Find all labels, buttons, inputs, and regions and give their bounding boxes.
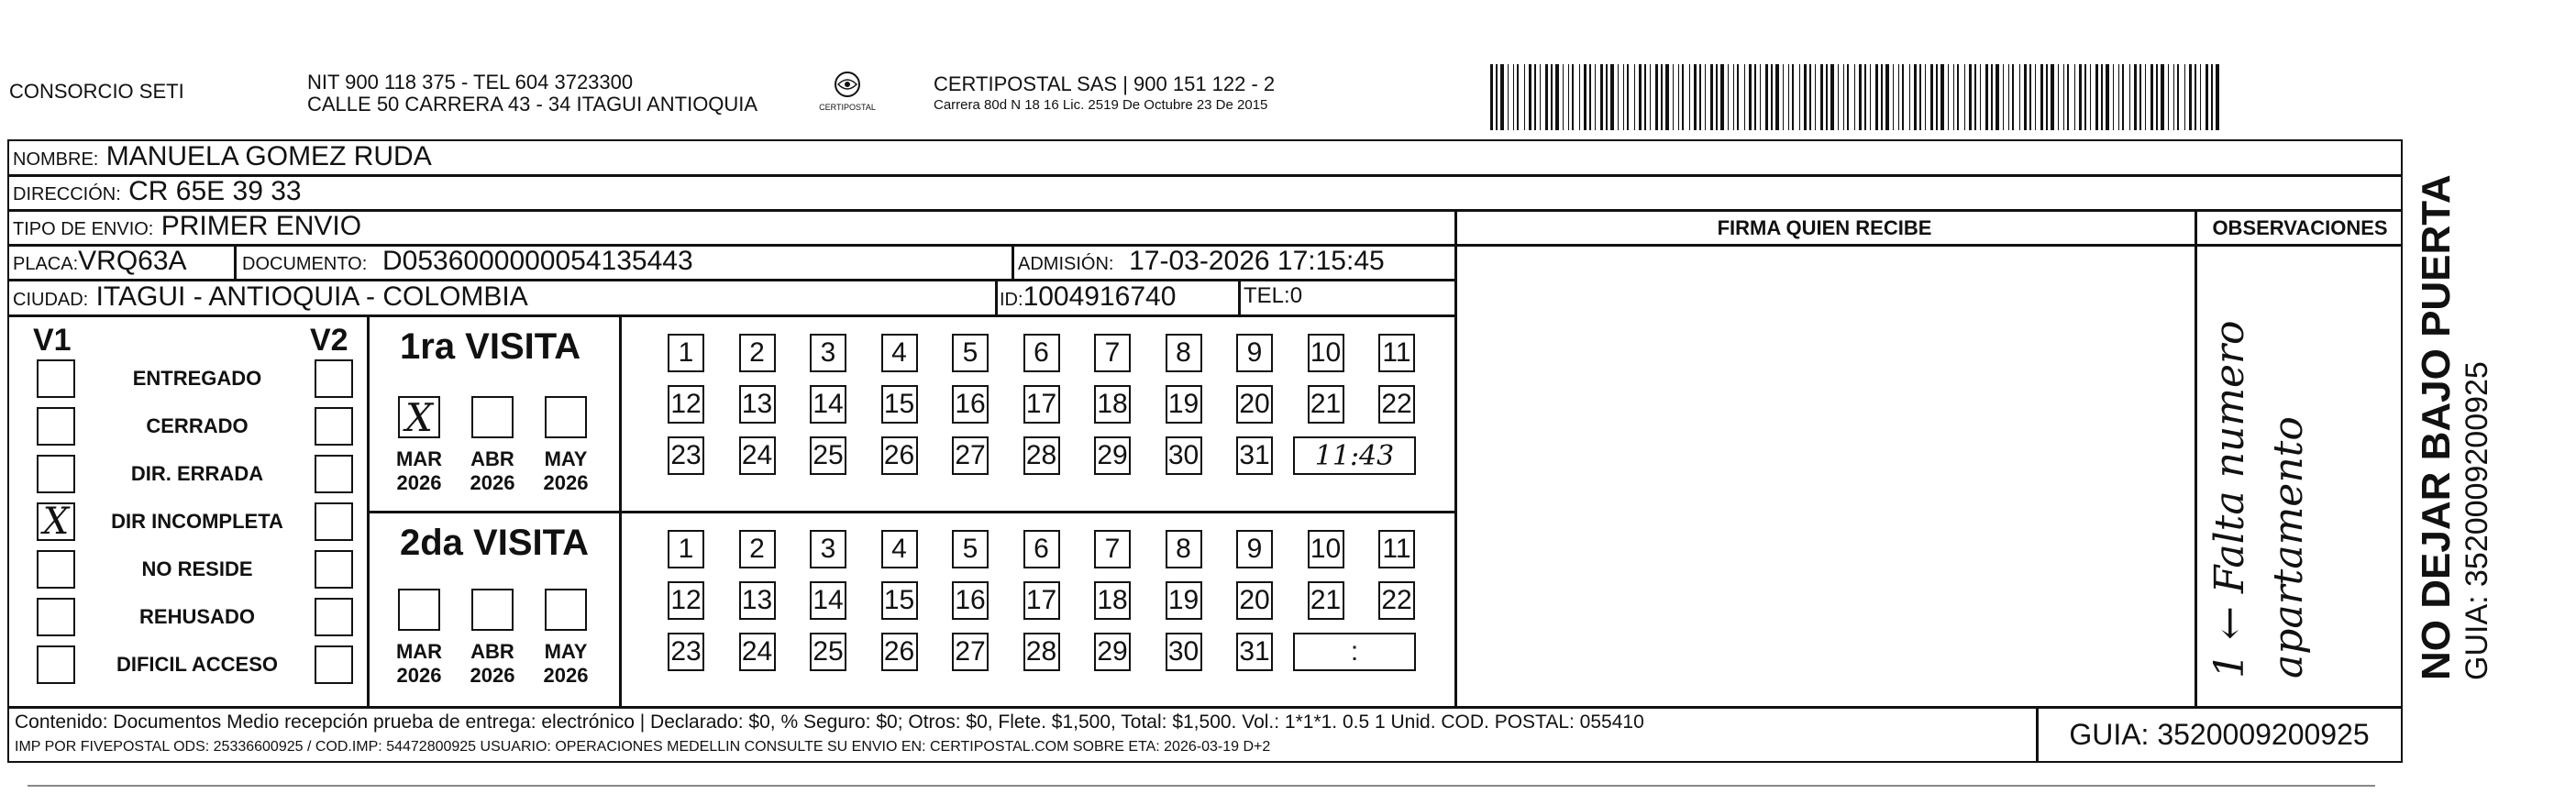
documento-value: D0536000000054135443	[381, 246, 693, 276]
day-cell[interactable]: 29	[1094, 633, 1131, 671]
day-cell[interactable]: 27	[952, 436, 989, 475]
tipo-envio-value: PRIMER ENVIO	[160, 211, 362, 241]
day-cell[interactable]: 1	[668, 334, 704, 372]
day-cell[interactable]: 21	[1308, 581, 1344, 620]
status-v2-checkbox[interactable]	[315, 359, 353, 398]
day-cell[interactable]: 15	[881, 385, 918, 424]
col-divider	[1454, 209, 1457, 706]
nombre-label: NOMBRE:	[13, 149, 99, 170]
license-line: Carrera 80d N 18 16 Lic. 2519 De Octubre 23 De 2015	[934, 97, 1268, 113]
col-divider	[1012, 244, 1014, 279]
month-checkbox[interactable]	[471, 589, 514, 631]
day-cell[interactable]: 8	[1166, 334, 1202, 372]
day-cell[interactable]: 17	[1023, 581, 1060, 620]
day-cell[interactable]: 10	[1308, 530, 1344, 568]
status-item-label: ENTREGADO	[132, 367, 262, 390]
month-label: ABR	[470, 640, 514, 663]
status-item-label: NO RESIDE	[141, 557, 253, 580]
day-cell[interactable]: 12	[668, 581, 704, 620]
first-visit-title: 1ra VISITA	[400, 326, 581, 367]
month-label: MAR	[395, 640, 443, 663]
status-v2-checkbox[interactable]	[315, 550, 353, 589]
id-label: ID:	[1000, 290, 1023, 310]
observaciones-label: OBSERVACIONES	[2212, 216, 2388, 239]
day-cell[interactable]: 19	[1166, 581, 1202, 620]
day-cell[interactable]: 28	[1023, 633, 1060, 671]
status-v1-checkbox[interactable]: X	[37, 502, 75, 541]
day-cell[interactable]: 11	[1378, 334, 1415, 372]
day-cell[interactable]: 1	[668, 530, 704, 568]
day-cell[interactable]: 24	[739, 436, 776, 475]
day-cell[interactable]: 29	[1094, 436, 1131, 475]
tipo-envio-label: TIPO DE ENVIO:	[13, 219, 154, 239]
day-cell[interactable]: 21	[1308, 385, 1344, 424]
col-divider	[234, 244, 237, 279]
year-label: 2026	[470, 471, 515, 494]
day-cell[interactable]: 16	[952, 385, 989, 424]
day-cell[interactable]: 26	[881, 633, 918, 671]
status-v1-checkbox[interactable]	[37, 598, 75, 636]
day-cell[interactable]: 2	[739, 530, 776, 568]
day-cell[interactable]: 16	[952, 581, 989, 620]
direccion-label: DIRECCIÓN:	[13, 184, 121, 204]
day-cell[interactable]: 13	[739, 581, 776, 620]
day-cell[interactable]: 12	[668, 385, 704, 424]
placa-value: VRQ63A	[78, 246, 187, 276]
day-cell[interactable]: 18	[1094, 581, 1131, 620]
row-divider	[7, 209, 2403, 212]
v1-label: V1	[33, 323, 72, 358]
day-cell[interactable]: 20	[1236, 581, 1273, 620]
day-cell[interactable]: 3	[810, 334, 846, 372]
status-v2-checkbox[interactable]	[315, 502, 353, 541]
day-cell[interactable]: 30	[1166, 436, 1202, 475]
day-cell[interactable]: 23	[668, 633, 704, 671]
day-cell[interactable]: 25	[810, 633, 846, 671]
firma-label: FIRMA QUIEN RECIBE	[1717, 216, 1932, 239]
status-v2-checkbox[interactable]	[315, 407, 353, 446]
status-item-label: DIR INCOMPLETA	[111, 510, 283, 533]
status-v1-checkbox[interactable]	[37, 407, 75, 446]
month-label: ABR	[470, 447, 514, 470]
side-guia: GUIA: 3520009200925	[2460, 361, 2494, 680]
col-divider	[2195, 209, 2197, 706]
row-divider	[7, 314, 1454, 317]
day-cell[interactable]: 25	[810, 436, 846, 475]
day-cell[interactable]: 22	[1378, 385, 1415, 424]
logo-text: CERTIPOSTAL	[819, 103, 876, 112]
year-label: 2026	[543, 664, 589, 687]
status-v1-checkbox[interactable]	[37, 550, 75, 589]
company-name: CONSORCIO SETI	[9, 80, 184, 103]
year-label: 2026	[470, 664, 515, 687]
admision-label: ADMISIÓN:	[1018, 254, 1114, 274]
row-divider	[367, 511, 1454, 513]
day-cell[interactable]: 4	[881, 334, 918, 372]
observaciones-handwritten: 1 ← Falta numero apartamento	[2206, 320, 2312, 678]
day-cell[interactable]: 23	[668, 436, 704, 475]
row-divider	[7, 174, 2403, 177]
no-dejar-text: NO DEJAR BAJO PUERTA	[2414, 174, 2459, 680]
barcode	[1490, 64, 2224, 130]
nombre-value: MANUELA GOMEZ RUDA	[105, 141, 432, 171]
status-v2-checkbox[interactable]	[315, 598, 353, 636]
day-cell[interactable]: 31	[1236, 436, 1273, 475]
day-cell[interactable]: 9	[1236, 334, 1273, 372]
day-cell[interactable]: 15	[881, 581, 918, 620]
day-cell[interactable]: 2	[739, 334, 776, 372]
side-block	[2414, 167, 2524, 680]
day-cell[interactable]: 6	[1023, 334, 1060, 372]
month-label: MAR	[395, 447, 443, 470]
second-visit-title: 2da VISITA	[400, 523, 589, 563]
day-cell[interactable]: 27	[952, 633, 989, 671]
col-divider	[1238, 279, 1241, 314]
month-checkbox[interactable]	[545, 396, 587, 438]
certipostal-logo	[814, 70, 880, 117]
v2-label: V2	[310, 323, 348, 358]
month-label: MAY	[544, 640, 588, 663]
day-cell[interactable]: 22	[1378, 581, 1415, 620]
day-cell[interactable]: 7	[1094, 334, 1131, 372]
tel-value: 0	[1289, 283, 1303, 308]
status-v1-checkbox[interactable]	[37, 645, 75, 684]
day-cell[interactable]: 14	[810, 581, 846, 620]
id-value: 1004916740	[1023, 281, 1177, 312]
status-item-label: DIFICIL ACCESO	[116, 653, 278, 676]
time-cell[interactable]: 11:43	[1293, 436, 1416, 475]
year-label: 2026	[396, 471, 442, 494]
year-label: 2026	[543, 471, 589, 494]
status-v1-checkbox[interactable]	[37, 359, 75, 398]
day-cell[interactable]: 19	[1166, 385, 1202, 424]
ciudad-label: CIUDAD:	[13, 290, 89, 310]
address-line: CALLE 50 CARRERA 43 - 34 ITAGUI ANTIOQUIA	[307, 93, 758, 116]
direccion-value: CR 65E 39 33	[128, 176, 302, 206]
documento-label: DOCUMENTO:	[242, 254, 368, 274]
status-item-label: CERRADO	[146, 414, 249, 437]
imp-line: IMP POR FIVEPOSTAL ODS: 25336600925 / COD.IMP: 54472800925 USUARIO: OPERACIONES MEDELLIN CONSULTE SU ENVIO EN: CERTIPOSTAL.COM SOBRE ETA: 2026-03-19 D+2	[15, 739, 1271, 755]
day-cell[interactable]: 30	[1166, 633, 1202, 671]
day-cell[interactable]: 28	[1023, 436, 1060, 475]
day-cell[interactable]: 13	[739, 385, 776, 424]
day-cell[interactable]: 6	[1023, 530, 1060, 568]
status-v2-checkbox[interactable]	[315, 455, 353, 493]
tel-label: TEL:	[1244, 283, 1290, 308]
day-cell[interactable]: 5	[952, 334, 989, 372]
day-cell[interactable]: 20	[1236, 385, 1273, 424]
year-label: 2026	[396, 664, 442, 687]
col-divider	[995, 279, 998, 314]
day-cell[interactable]: 14	[810, 385, 846, 424]
admision-value: 17-03-2026 17:15:45	[1129, 246, 1385, 276]
day-cell[interactable]: 24	[739, 633, 776, 671]
certipostal-line: CERTIPOSTAL SAS | 900 151 122 - 2	[934, 72, 1276, 95]
ciudad-value: ITAGUI - ANTIOQUIA - COLOMBIA	[95, 281, 528, 312]
day-cell[interactable]: 17	[1023, 385, 1060, 424]
bottom-rule	[28, 785, 2375, 787]
day-cell[interactable]: 9	[1236, 530, 1273, 568]
row-divider	[1454, 244, 2403, 247]
day-cell[interactable]: 4	[881, 530, 918, 568]
placa-label: PLACA:	[13, 254, 79, 274]
content-line: Contenido: Documentos Medio recepción prueba de entrega: electrónico | Declarado: $0, % Seguro: $0; Otros: $0, Flete. $1,500, Total: $1,500. Vol.: 1*1*1. 0.5 1 Unid. COD. POSTAL: 055410	[15, 711, 1644, 733]
status-item-label: REHUSADO	[139, 605, 255, 628]
day-cell[interactable]: 18	[1094, 385, 1131, 424]
nit-line: NIT 900 118 375 - TEL 604 3723300	[307, 71, 634, 94]
status-item-label: DIR. ERRADA	[130, 462, 264, 485]
month-checkbox[interactable]	[471, 396, 514, 438]
day-cell[interactable]: 31	[1236, 633, 1273, 671]
status-v1-checkbox[interactable]	[37, 455, 75, 493]
day-cell[interactable]: 11	[1378, 530, 1415, 568]
day-cell[interactable]: 3	[810, 530, 846, 568]
day-cell[interactable]: 10	[1308, 334, 1344, 372]
status-v2-checkbox[interactable]	[315, 645, 353, 684]
month-checkbox[interactable]	[545, 589, 587, 631]
day-cell[interactable]: 7	[1094, 530, 1131, 568]
footer-guia: GUIA: 3520009200925	[2069, 717, 2370, 751]
signature-area[interactable]	[1464, 248, 2188, 701]
day-cell[interactable]: 8	[1166, 530, 1202, 568]
day-cell[interactable]: 26	[881, 436, 918, 475]
month-label: MAY	[544, 447, 588, 470]
day-cell[interactable]: 5	[952, 530, 989, 568]
month-checkbox[interactable]	[398, 589, 440, 631]
time-cell[interactable]: :	[1293, 633, 1416, 671]
month-checkbox[interactable]: X	[398, 396, 440, 438]
